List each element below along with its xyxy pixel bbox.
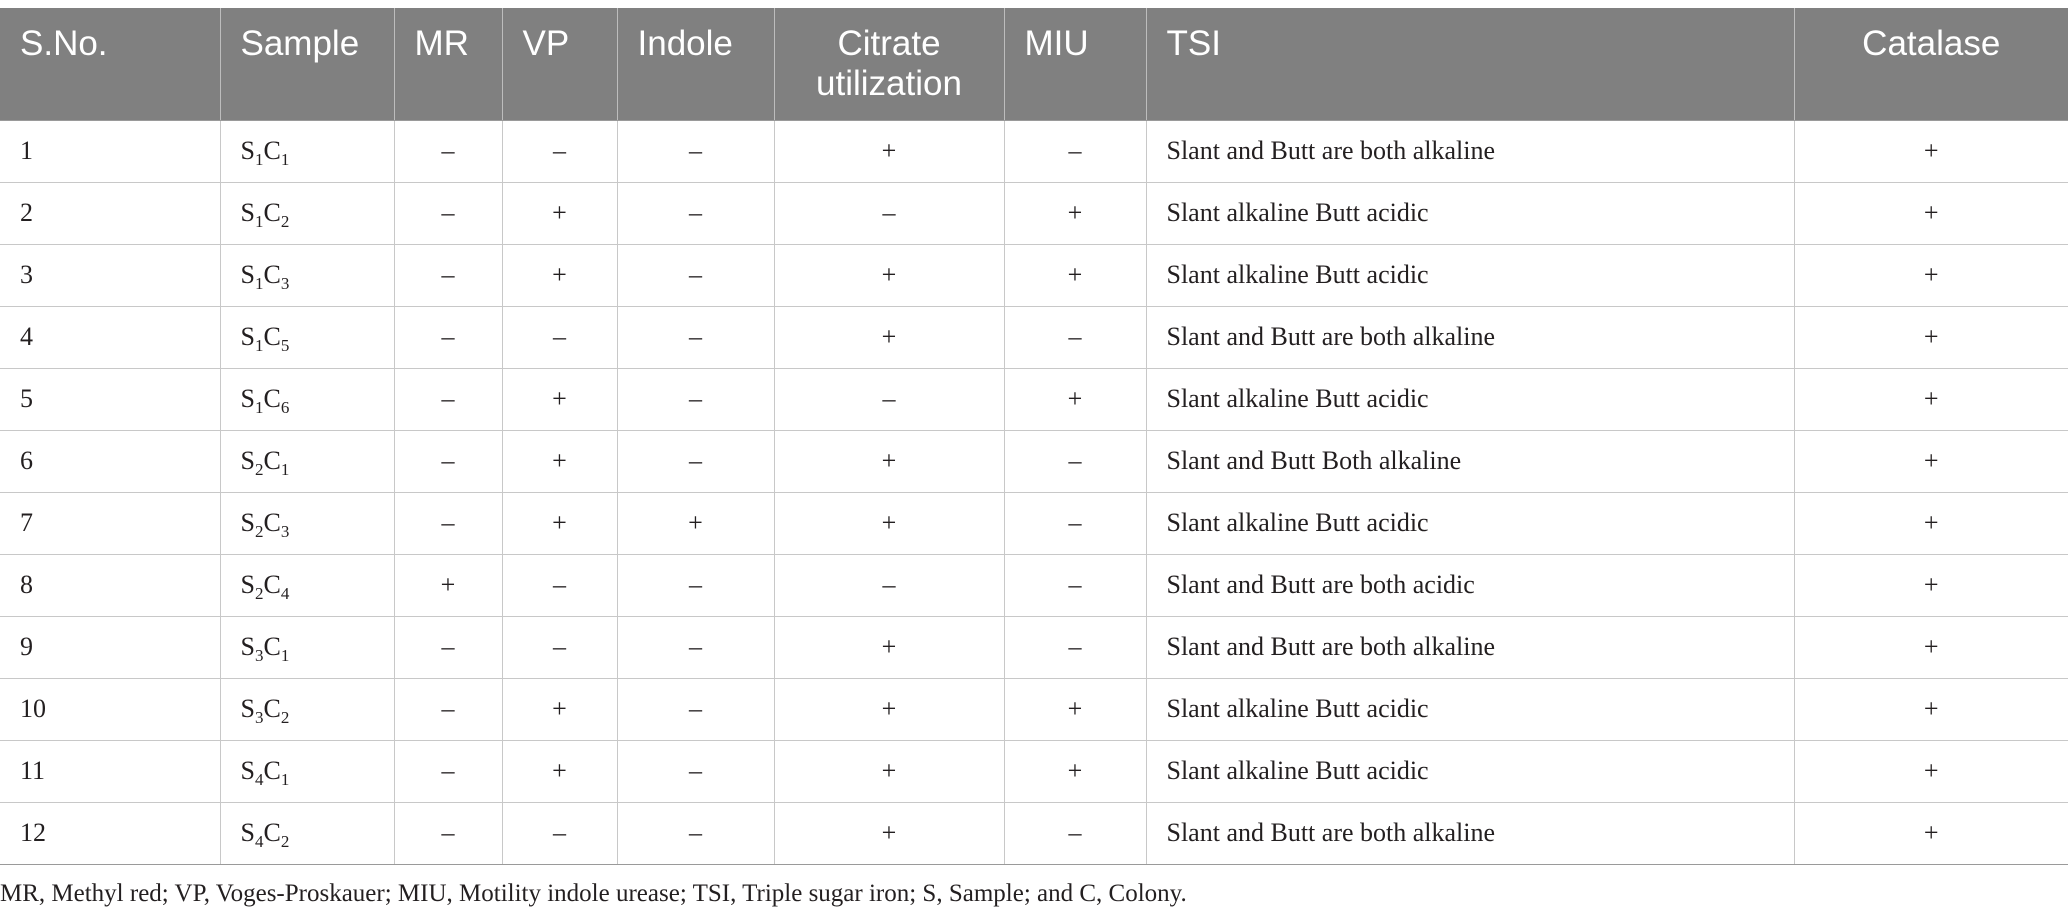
cell-miu: +	[1004, 244, 1146, 306]
sample-letter: S	[240, 198, 255, 227]
cell-sample	[220, 802, 394, 864]
cell-catalase: +	[1794, 244, 2068, 306]
header-sample: Sample	[220, 8, 394, 120]
sample-subscript: 3	[254, 708, 264, 727]
sample-subscript: 6	[280, 398, 290, 417]
table-footnote: MR, Methyl red; VP, Voges-Proskauer; MIU, Motility indole urease; TSI, Triple sugar iron; S, Sample; and C, Colony.	[0, 880, 1187, 907]
cell-miu: –	[1004, 306, 1146, 368]
cell-catalase: +	[1794, 120, 2068, 182]
header-indole: Indole	[617, 8, 774, 120]
header-vp: VP	[502, 8, 617, 120]
cell-mr: –	[394, 678, 502, 740]
header-sno: S.No.	[0, 8, 220, 120]
sample-letter: C	[263, 198, 281, 227]
cell-sample	[220, 616, 394, 678]
cell-vp: +	[502, 368, 617, 430]
cell-miu: –	[1004, 554, 1146, 616]
table-row	[0, 678, 2068, 740]
cell-mr: +	[394, 554, 502, 616]
cell-sno: 7	[0, 492, 220, 554]
cell-catalase: +	[1794, 182, 2068, 244]
cell-mr: –	[394, 740, 502, 802]
cell-tsi: Slant and Butt are both alkaline	[1146, 306, 1794, 368]
cell-sample	[220, 306, 394, 368]
cell-vp: –	[502, 554, 617, 616]
cell-sample	[220, 120, 394, 182]
cell-sno: 11	[0, 740, 220, 802]
cell-sno: 10	[0, 678, 220, 740]
cell-tsi: Slant alkaline Butt acidic	[1146, 492, 1794, 554]
sample-subscript: 1	[280, 646, 290, 665]
cell-vp: –	[502, 802, 617, 864]
cell-indole: –	[617, 306, 774, 368]
cell-indole: +	[617, 492, 774, 554]
cell-catalase: +	[1794, 802, 2068, 864]
table-row	[0, 306, 2068, 368]
cell-mr: –	[394, 244, 502, 306]
cell-tsi: Slant alkaline Butt acidic	[1146, 678, 1794, 740]
cell-sno: 1	[0, 120, 220, 182]
table-row	[0, 616, 2068, 678]
cell-catalase: +	[1794, 678, 2068, 740]
header-citrate: Citrate utilization	[774, 8, 1004, 120]
cell-mr: –	[394, 306, 502, 368]
sample-subscript: 4	[254, 832, 264, 851]
header-tsi: TSI	[1146, 8, 1794, 120]
sample-letter: C	[263, 818, 281, 847]
cell-vp: +	[502, 244, 617, 306]
cell-indole: –	[617, 740, 774, 802]
cell-citrate: +	[774, 678, 1004, 740]
sample-letter: C	[263, 446, 281, 475]
cell-sno: 9	[0, 616, 220, 678]
cell-indole: –	[617, 802, 774, 864]
cell-mr: –	[394, 616, 502, 678]
cell-catalase: +	[1794, 368, 2068, 430]
table-row	[0, 492, 2068, 554]
cell-sample	[220, 430, 394, 492]
cell-mr: –	[394, 182, 502, 244]
sample-letter: S	[240, 322, 255, 351]
cell-indole: –	[617, 554, 774, 616]
cell-miu: –	[1004, 120, 1146, 182]
table-row	[0, 244, 2068, 306]
cell-mr: –	[394, 802, 502, 864]
cell-indole: –	[617, 430, 774, 492]
cell-tsi: Slant and Butt are both acidic	[1146, 554, 1794, 616]
header-mr: MR	[394, 8, 502, 120]
cell-tsi: Slant alkaline Butt acidic	[1146, 182, 1794, 244]
sample-subscript: 2	[254, 460, 264, 479]
sample-subscript: 2	[280, 212, 290, 231]
table-row	[0, 182, 2068, 244]
cell-citrate: +	[774, 616, 1004, 678]
cell-sample	[220, 554, 394, 616]
sample-letter: S	[240, 260, 255, 289]
cell-sno: 8	[0, 554, 220, 616]
table-row	[0, 368, 2068, 430]
cell-tsi: Slant and Butt Both alkaline	[1146, 430, 1794, 492]
sample-subscript: 5	[280, 336, 290, 355]
table-row	[0, 740, 2068, 802]
cell-sample	[220, 492, 394, 554]
sample-letter: C	[263, 756, 281, 785]
table-body	[0, 120, 2068, 864]
cell-citrate: –	[774, 182, 1004, 244]
sample-subscript: 1	[254, 212, 264, 231]
cell-indole: –	[617, 182, 774, 244]
header-catalase: Catalase	[1794, 8, 2068, 120]
sample-subscript: 2	[254, 522, 264, 541]
cell-catalase: +	[1794, 306, 2068, 368]
cell-catalase: +	[1794, 492, 2068, 554]
cell-mr: –	[394, 368, 502, 430]
cell-catalase: +	[1794, 616, 2068, 678]
cell-miu: –	[1004, 802, 1146, 864]
cell-miu: +	[1004, 740, 1146, 802]
sample-letter: C	[263, 260, 281, 289]
cell-sample	[220, 740, 394, 802]
sample-letter: C	[263, 694, 281, 723]
sample-subscript: 1	[280, 460, 290, 479]
cell-citrate: –	[774, 368, 1004, 430]
cell-sno: 5	[0, 368, 220, 430]
header-miu: MIU	[1004, 8, 1146, 120]
sample-letter: C	[263, 508, 281, 537]
cell-vp: +	[502, 740, 617, 802]
cell-indole: –	[617, 678, 774, 740]
cell-citrate: +	[774, 306, 1004, 368]
cell-citrate: +	[774, 244, 1004, 306]
cell-vp: –	[502, 120, 617, 182]
cell-vp: –	[502, 616, 617, 678]
cell-citrate: +	[774, 802, 1004, 864]
sample-letter: S	[240, 694, 255, 723]
sample-letter: S	[240, 446, 255, 475]
cell-vp: +	[502, 430, 617, 492]
cell-vp: –	[502, 306, 617, 368]
sample-letter: S	[240, 756, 255, 785]
cell-sno: 4	[0, 306, 220, 368]
sample-subscript: 1	[254, 336, 264, 355]
sample-letter: C	[263, 384, 281, 413]
cell-miu: –	[1004, 492, 1146, 554]
cell-sno: 2	[0, 182, 220, 244]
sample-letter: S	[240, 818, 255, 847]
sample-subscript: 2	[254, 584, 264, 603]
cell-vp: +	[502, 678, 617, 740]
cell-miu: +	[1004, 678, 1146, 740]
cell-catalase: +	[1794, 430, 2068, 492]
table-row	[0, 802, 2068, 864]
sample-subscript: 4	[254, 770, 264, 789]
cell-sample	[220, 244, 394, 306]
sample-subscript: 1	[254, 398, 264, 417]
cell-miu: –	[1004, 616, 1146, 678]
table-row	[0, 430, 2068, 492]
sample-letter: S	[240, 570, 255, 599]
cell-citrate: –	[774, 554, 1004, 616]
cell-miu: +	[1004, 368, 1146, 430]
sample-subscript: 3	[254, 646, 264, 665]
cell-sample	[220, 182, 394, 244]
cell-tsi: Slant and Butt are both alkaline	[1146, 802, 1794, 864]
table-header	[0, 8, 2068, 120]
sample-subscript: 2	[280, 708, 290, 727]
cell-catalase: +	[1794, 554, 2068, 616]
cell-tsi: Slant and Butt are both alkaline	[1146, 120, 1794, 182]
sample-letter: C	[263, 322, 281, 351]
cell-vp: +	[502, 492, 617, 554]
cell-catalase: +	[1794, 740, 2068, 802]
cell-sno: 12	[0, 802, 220, 864]
cell-sample	[220, 368, 394, 430]
cell-sno: 3	[0, 244, 220, 306]
cell-miu: –	[1004, 430, 1146, 492]
cell-indole: –	[617, 244, 774, 306]
header-row	[0, 8, 2068, 120]
cell-tsi: Slant alkaline Butt acidic	[1146, 740, 1794, 802]
cell-tsi: Slant alkaline Butt acidic	[1146, 368, 1794, 430]
sample-letter: C	[263, 136, 281, 165]
cell-citrate: +	[774, 120, 1004, 182]
cell-tsi: Slant alkaline Butt acidic	[1146, 244, 1794, 306]
sample-subscript: 3	[280, 522, 290, 541]
sample-letter: C	[263, 632, 281, 661]
cell-citrate: +	[774, 740, 1004, 802]
cell-indole: –	[617, 120, 774, 182]
cell-sno: 6	[0, 430, 220, 492]
sample-letter: S	[240, 632, 255, 661]
sample-subscript: 3	[280, 274, 290, 293]
results-table-container	[0, 8, 2068, 865]
cell-vp: +	[502, 182, 617, 244]
sample-subscript: 1	[254, 150, 264, 169]
sample-letter: S	[240, 384, 255, 413]
cell-citrate: +	[774, 492, 1004, 554]
cell-tsi: Slant and Butt are both alkaline	[1146, 616, 1794, 678]
table-row	[0, 554, 2068, 616]
cell-mr: –	[394, 430, 502, 492]
cell-mr: –	[394, 120, 502, 182]
sample-subscript: 2	[280, 832, 290, 851]
cell-sample	[220, 678, 394, 740]
sample-subscript: 1	[254, 274, 264, 293]
sample-letter: C	[263, 570, 281, 599]
cell-citrate: +	[774, 430, 1004, 492]
sample-subscript: 4	[280, 584, 290, 603]
cell-indole: –	[617, 616, 774, 678]
table-row	[0, 120, 2068, 182]
sample-letter: S	[240, 136, 255, 165]
cell-mr: –	[394, 492, 502, 554]
biochemical-tests-table	[0, 8, 2068, 865]
cell-miu: +	[1004, 182, 1146, 244]
cell-indole: –	[617, 368, 774, 430]
sample-subscript: 1	[280, 770, 290, 789]
sample-subscript: 1	[280, 150, 290, 169]
sample-letter: S	[240, 508, 255, 537]
